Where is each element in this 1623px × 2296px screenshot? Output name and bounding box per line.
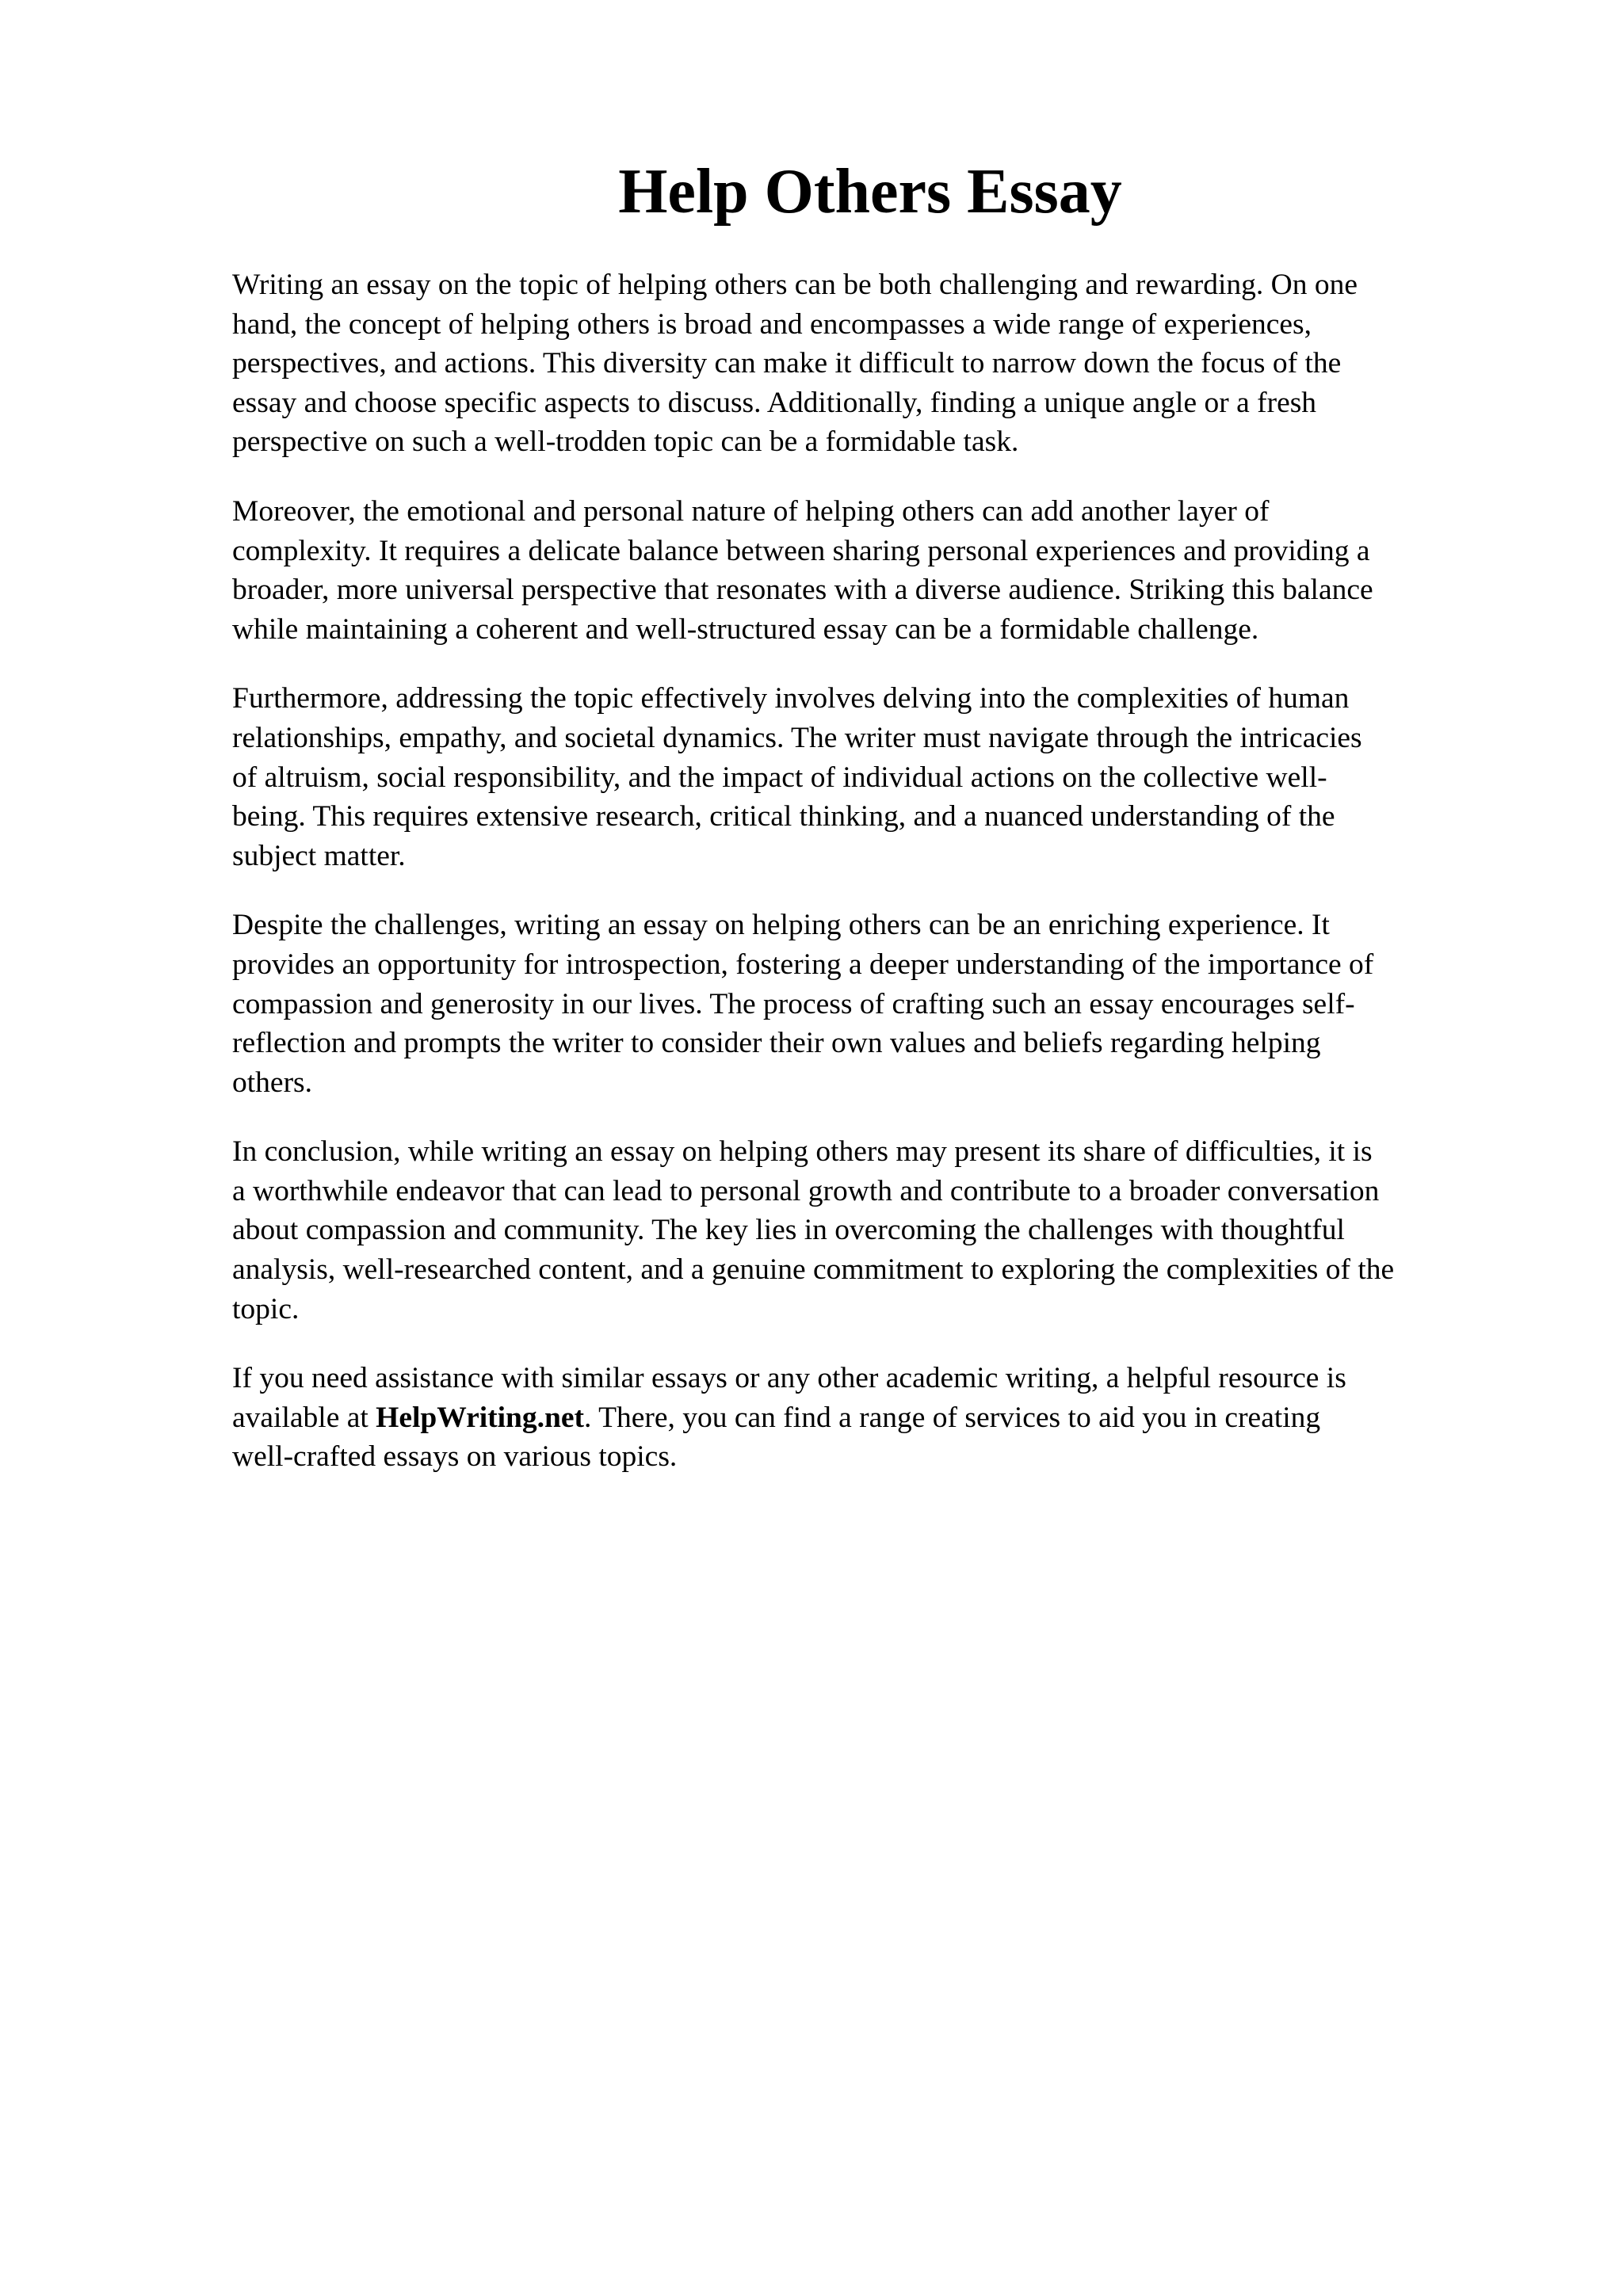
paragraph-line: about compassion and community. The key lies in overcoming the challenges with thoughtful bbox=[232, 1214, 1345, 1247]
paragraph-5 bbox=[232, 1132, 1532, 1329]
closing-text-after-link: . There, you can find a range of services to aid you in creating bbox=[584, 1401, 1321, 1434]
paragraph-line: Writing an essay on the topic of helping others can be both challenging and rewarding. On one bbox=[232, 269, 1358, 301]
paragraph-1 bbox=[232, 265, 1532, 462]
closing-paragraph bbox=[232, 1359, 1532, 1477]
paragraph-line: compassion and generosity in our lives. The process of crafting such an essay encourages self- bbox=[232, 987, 1355, 1020]
paragraph-line: perspectives, and actions. This diversity can make it difficult to narrow down the focus of the bbox=[232, 347, 1342, 380]
paragraph-line: of altruism, social responsibility, and the impact of individual actions on the collective well- bbox=[232, 761, 1327, 794]
paragraph-line: while maintaining a coherent and well-structured essay can be a formidable challenge. bbox=[232, 612, 1259, 646]
paragraph-line: a worthwhile endeavor that can lead to personal growth and contribute to a broader conversation bbox=[232, 1174, 1380, 1207]
closing-text-before-link: available at bbox=[232, 1401, 376, 1434]
document-title: Help Others Essay bbox=[618, 157, 1122, 227]
paragraph-3 bbox=[232, 679, 1532, 875]
helpwriting-link[interactable]: HelpWriting.net bbox=[376, 1401, 585, 1434]
paragraph-line: provides an opportunity for introspection, fostering a deeper understanding of the importance of bbox=[232, 948, 1374, 981]
paragraph-line: relationships, empathy, and societal dynamics. The writer must navigate through the intricacies bbox=[232, 721, 1362, 754]
paragraph-line: Furthermore, addressing the topic effectively involves delving into the complexities of human bbox=[232, 682, 1350, 715]
paragraph-line: broader, more universal perspective that resonates with a diverse audience. Striking this balance bbox=[232, 574, 1373, 607]
paragraph-line: analysis, well-researched content, and a genuine commitment to exploring the complexities of the bbox=[232, 1253, 1395, 1287]
document-body bbox=[232, 265, 1532, 1507]
paragraph-line bbox=[232, 1398, 1532, 1438]
paragraph-line: In conclusion, while writing an essay on helping others may present its share of difficulties, it is bbox=[232, 1135, 1373, 1169]
paragraph-line: Moreover, the emotional and personal nature of helping others can add another layer of bbox=[232, 494, 1270, 528]
paragraph-line: being. This requires extensive research, critical thinking, and a nuanced understanding of the bbox=[232, 800, 1335, 833]
paragraph-line: subject matter. bbox=[232, 839, 406, 872]
paragraph-line: hand, the concept of helping others is broad and encompasses a wide range of experiences, bbox=[232, 307, 1312, 341]
paragraph-line: topic. bbox=[232, 1292, 300, 1325]
paragraph-line: essay and choose specific aspects to discuss. Additionally, finding a unique angle or a fresh bbox=[232, 386, 1317, 419]
paragraph-line: Despite the challenges, writing an essay on helping others can be an enriching experience. It bbox=[232, 909, 1330, 942]
paragraph-2 bbox=[232, 492, 1532, 649]
paragraph-line: complexity. It requires a delicate balance between sharing personal experiences and providing a bbox=[232, 534, 1370, 567]
paragraph-line: well-crafted essays on various topics. bbox=[232, 1440, 678, 1474]
paragraph-line: reflection and prompts the writer to consider their own values and beliefs regarding helping bbox=[232, 1027, 1321, 1060]
paragraph-4 bbox=[232, 906, 1532, 1102]
paragraph-line: perspective on such a well-trodden topic can be a formidable task. bbox=[232, 425, 1019, 459]
paragraph-line: If you need assistance with similar essays or any other academic writing, a helpful resource is bbox=[232, 1362, 1346, 1395]
paragraph-line: others. bbox=[232, 1066, 313, 1099]
